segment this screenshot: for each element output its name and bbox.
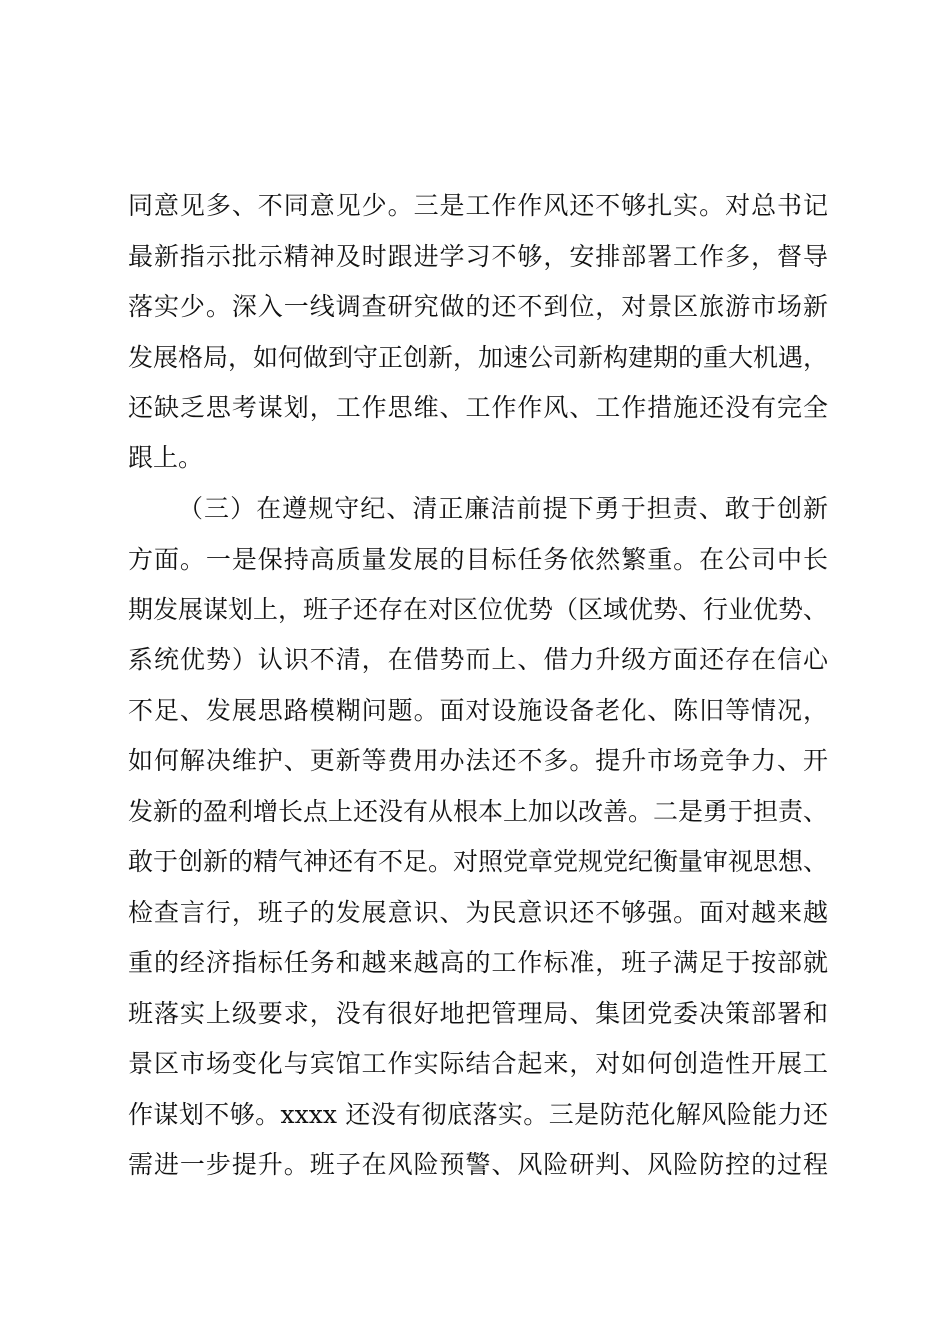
text-line: 不足、发展思路模糊问题。面对设施设备老化、陈旧等情况， bbox=[128, 696, 828, 725]
text-line: 班落实上级要求，没有很好地把管理局、集团党委决策部署和 bbox=[128, 999, 828, 1028]
text-line: 景区市场变化与宾馆工作实际结合起来，对如何创造性开展工 bbox=[128, 1049, 828, 1078]
text-line: 检查言行，班子的发展意识、为民意识还不够强。面对越来越 bbox=[128, 898, 828, 927]
text-line: 作谋划不够。xxxx 还没有彻底落实。三是防范化解风险能力还 bbox=[128, 1100, 828, 1129]
text-line: 系统优势）认识不清，在借势而上、借力升级方面还存在信心 bbox=[128, 645, 828, 674]
text-line: 最新指示批示精神及时跟进学习不够，安排部署工作多，督导 bbox=[128, 242, 828, 271]
text-line: 如何解决维护、更新等费用办法还不多。提升市场竞争力、开 bbox=[128, 746, 828, 775]
text-line: 同意见多、不同意见少。三是工作作风还不够扎实。对总书记 bbox=[128, 191, 828, 220]
text-line: 发新的盈利增长点上还没有从根本上加以改善。二是勇于担责、 bbox=[128, 797, 829, 826]
section-heading-line: （三）在遵规守纪、清正廉洁前提下勇于担责、敢于创新 bbox=[178, 494, 828, 523]
text-line: 跟上。 bbox=[128, 443, 204, 472]
text-line: 期发展谋划上，班子还存在对区位优势（区域优势、行业优势、 bbox=[128, 595, 829, 624]
text-line: 敢于创新的精气神还有不足。对照党章党规党纪衡量审视思想、 bbox=[128, 847, 829, 876]
text-line: 需进一步提升。班子在风险预警、风险研判、风险防控的过程 bbox=[128, 1150, 828, 1179]
text-line: 方面。一是保持高质量发展的目标任务依然繁重。在公司中长 bbox=[128, 545, 828, 574]
text-line: 还缺乏思考谋划，工作思维、工作作风、工作措施还没有完全 bbox=[128, 393, 828, 422]
text-line: 重的经济指标任务和越来越高的工作标准，班子满足于按部就 bbox=[128, 948, 828, 977]
text-line: 发展格局，如何做到守正创新，加速公司新构建期的重大机遇， bbox=[128, 343, 829, 372]
text-line: 落实少。深入一线调查研究做的还不到位，对景区旅游市场新 bbox=[128, 292, 828, 321]
